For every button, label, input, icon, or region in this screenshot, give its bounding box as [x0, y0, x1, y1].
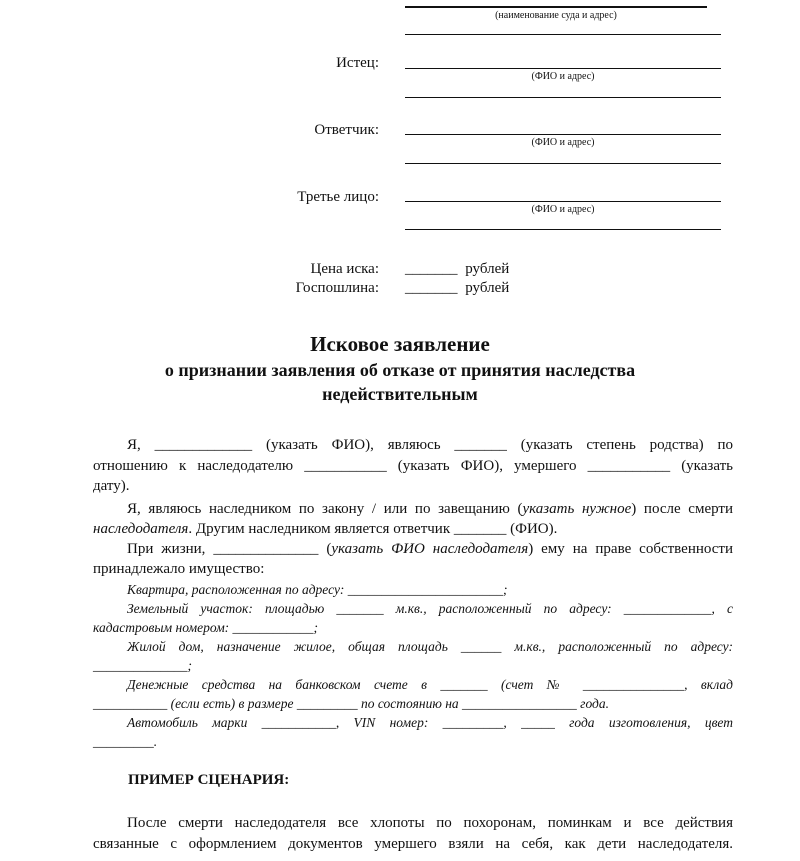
paragraph-line [93, 540, 733, 559]
list-item: Автомобиль марки ___________, VIN номер: _________, _____ года изготовления, цвет [127, 715, 733, 730]
text-run: При жизни, ______________ ( [127, 541, 332, 557]
text-run: ) после смерти [631, 501, 734, 517]
third-party-caption: (ФИО и адрес) [531, 204, 595, 215]
price-value [405, 261, 509, 278]
defendant-line-2 [405, 163, 721, 164]
text-run: ) ему на праве собственности [528, 541, 733, 557]
paragraph-line: После смерти наследодателя все хлопоты по похоронам, поминкам и все действия [127, 815, 733, 831]
list-item-cont: _________. [93, 734, 158, 749]
example-text [93, 814, 733, 853]
plaintiff-caption: (ФИО и адрес) [531, 71, 595, 82]
list-item-cont: кадастровым номером: ____________; [93, 620, 319, 635]
paragraph-relation [93, 436, 733, 496]
plaintiff-line-1 [405, 68, 721, 69]
defendant-line-1 [405, 134, 721, 135]
text-run-italic: указать ФИО наследодателя [331, 541, 529, 557]
paragraph-line [93, 520, 733, 539]
court-line-top [405, 6, 707, 8]
document-title: Исковое заявление [310, 332, 490, 356]
duty-unit: рублей [465, 280, 510, 296]
court-caption: (наименование суда и адрес) [495, 10, 617, 21]
paragraph-line: отношению к наследодателю ___________ (указать ФИО), умершего ___________ (указать [93, 457, 733, 474]
list-item: Денежные средства на банковском счете в _______ (счет № _______________, вклад [127, 677, 733, 692]
third-party-line-2 [405, 229, 721, 230]
list-item-cont: ______________; [93, 658, 192, 673]
text-run: Я, являюсь наследником по закону / или по завещанию ( [127, 501, 523, 517]
list-item: Квартира, расположенная по адресу: _______________________; [127, 582, 508, 597]
duty-value [405, 280, 509, 297]
third-party-line-1 [405, 201, 721, 202]
document-subtitle-1: о признании заявления об отказе от принятия наследства [164, 360, 636, 380]
list-item: Земельный участок: площадью _______ м.кв., расположенный по адресу: _____________, с [127, 601, 733, 616]
third-party-label: Третье лицо: [297, 189, 379, 205]
plaintiff-label: Истец: [336, 55, 379, 71]
paragraph-line: принадлежало имущество: [93, 560, 265, 577]
document-subtitle-2: недействительным [322, 384, 478, 404]
defendant-caption: (ФИО и адрес) [531, 137, 595, 148]
paragraph-line: связанные с оформлением документов умершего взяли на себя, как дети наследодателя. [93, 835, 733, 852]
paragraph-line: Я, _____________ (указать ФИО), являюсь _______ (указать степень родства) по [127, 437, 733, 453]
paragraph-line [93, 500, 733, 519]
defendant-label: Ответчик: [314, 122, 379, 138]
plaintiff-line-2 [405, 97, 721, 98]
court-line-bottom [405, 34, 721, 35]
list-item-cont: ___________ (если есть) в размере _________ по состоянию на _________________ года. [93, 696, 609, 711]
duty-blank: _______ [405, 280, 458, 296]
text-run-italic: указать нужное [522, 501, 632, 517]
duty-label: Госпошлина: [295, 280, 379, 296]
price-label: Цена иска: [310, 261, 379, 277]
example-heading: ПРИМЕР СЦЕНАРИЯ: [128, 772, 290, 788]
paragraph-heir [93, 500, 733, 538]
list-item: Жилой дом, назначение жилое, общая площадь ______ м.кв., расположенный по адресу: [127, 639, 733, 654]
paragraph-line: дату). [93, 478, 130, 494]
property-list [93, 580, 733, 751]
paragraph-property [93, 540, 733, 578]
text-run-italic: наследодателя [93, 520, 189, 537]
price-blank: _______ [405, 261, 458, 277]
text-run: . Другим наследником является ответчик _______ (ФИО). [188, 520, 558, 537]
price-unit: рублей [465, 261, 510, 277]
